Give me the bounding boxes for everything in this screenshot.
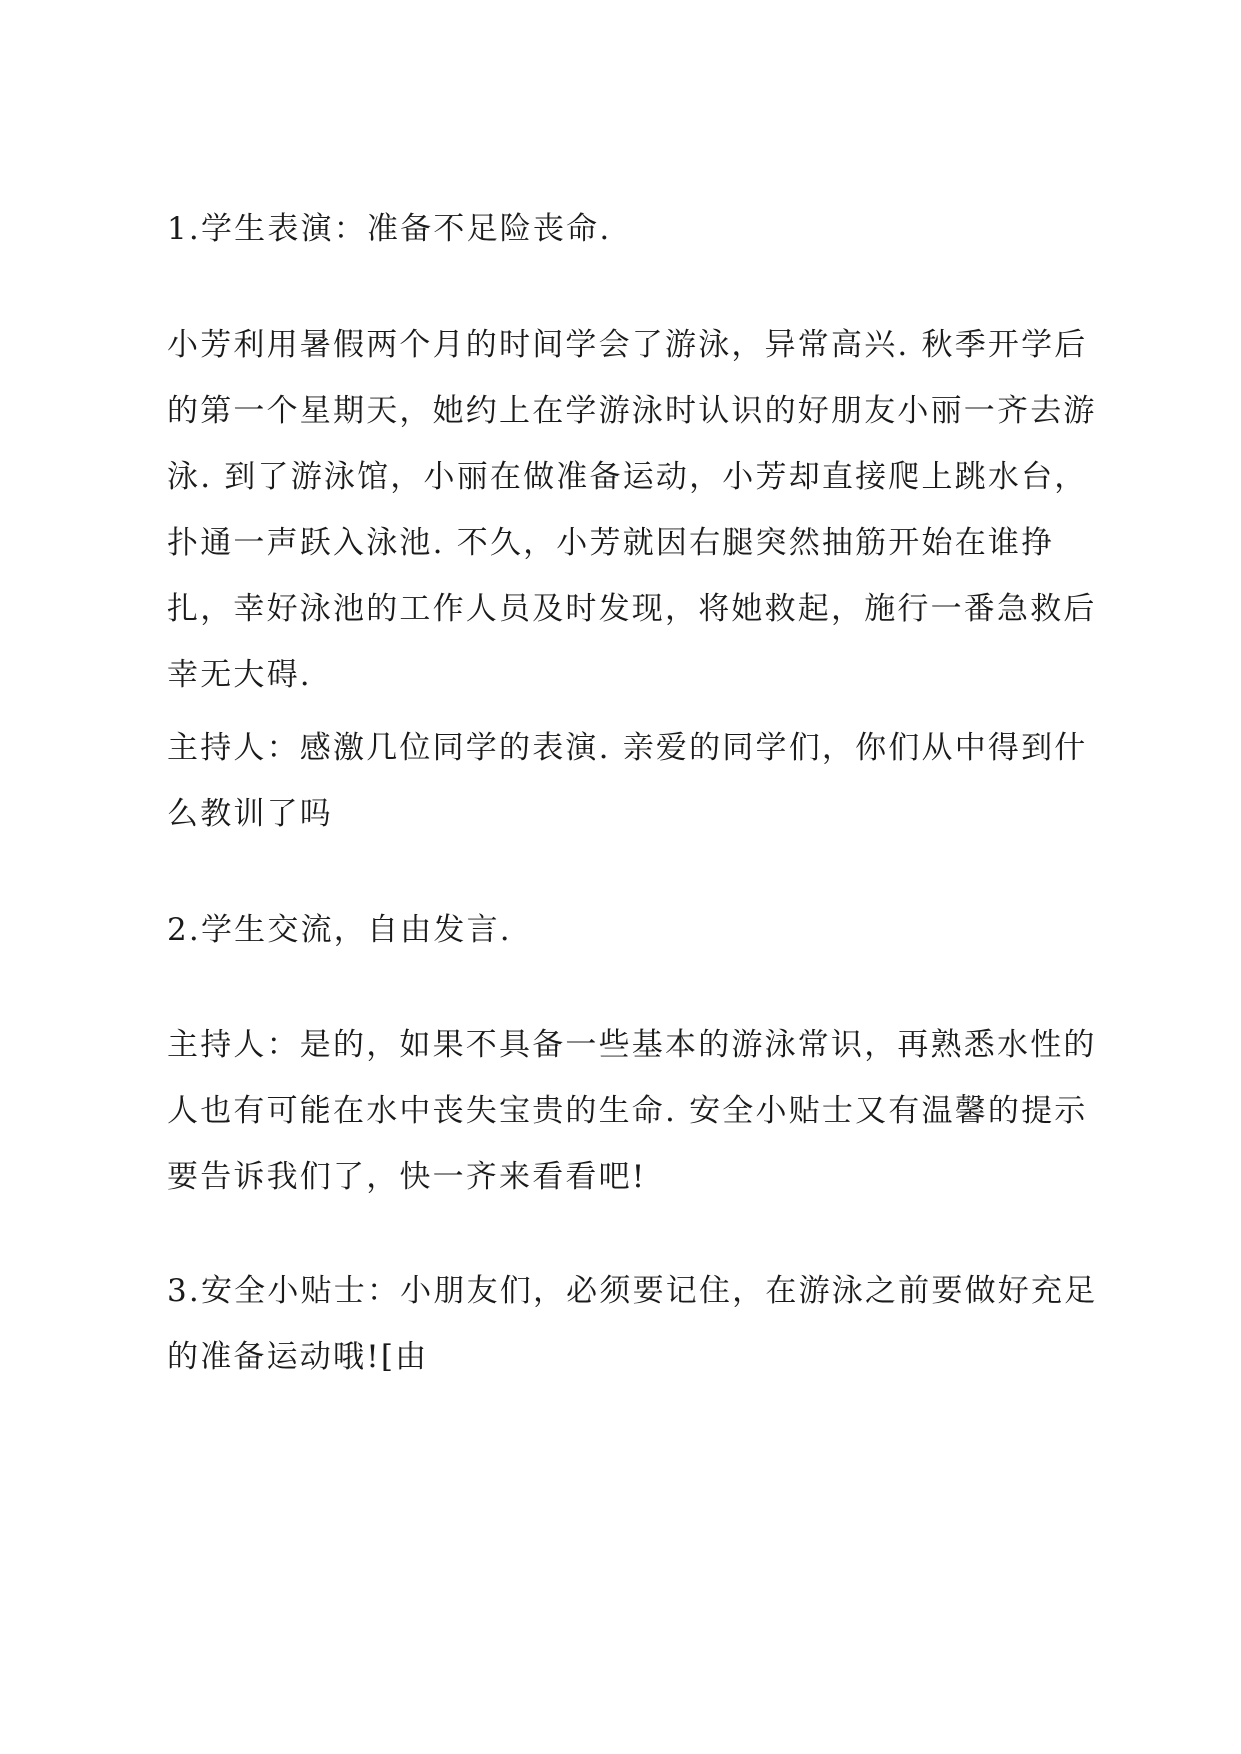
text-line: 的第一个星期天，她约上在学游泳时认识的好朋友小丽一齐去游 [167,393,1097,429]
text-line: 幸无大碍. [167,657,312,693]
paragraph-student-performance [167,196,1107,262]
paragraph-student-discussion [167,897,1107,963]
text-line: 扑通一声跃入泳池. 不久，小芳就因右腿突然抽筋开始在谁挣 [167,525,1055,561]
text-line: 人也有可能在水中丧失宝贵的生命. 安全小贴士又有温馨的提示 [167,1093,1088,1129]
text-line: 要告诉我们了，快一齐来看看吧! [167,1159,647,1195]
text-line: 主持人：是的，如果不具备一些基本的游泳常识，再熟悉水性的 [167,1027,1097,1063]
text-line: 扎，幸好泳池的工作人员及时发现，将她救起，施行一番急救后 [167,591,1097,627]
paragraph-story [167,312,1107,708]
paragraph-safety-tips [167,1258,1107,1390]
text-line: 么教训了吗 [167,796,333,832]
text-line: 2.学生交流，自由发言. [167,912,512,948]
text-line: 小芳利用暑假两个月的时间学会了游泳，异常高兴. 秋季开学后 [167,327,1088,363]
paragraph-host-question [167,715,1107,847]
paragraph-host-response [167,1012,1107,1210]
text-line: 的准备运动哦![由 [167,1339,429,1375]
text-line: 主持人：感激几位同学的表演. 亲爱的同学们，你们从中得到什 [167,730,1088,766]
text-line: 3.安全小贴士：小朋友们，必须要记住，在游泳之前要做好充足 [167,1273,1098,1309]
text-line: 泳. 到了游泳馆，小丽在做准备运动，小芳却直接爬上跳水台， [167,459,1088,495]
text-line: 1.学生表演：准备不足险丧命. [167,211,612,247]
